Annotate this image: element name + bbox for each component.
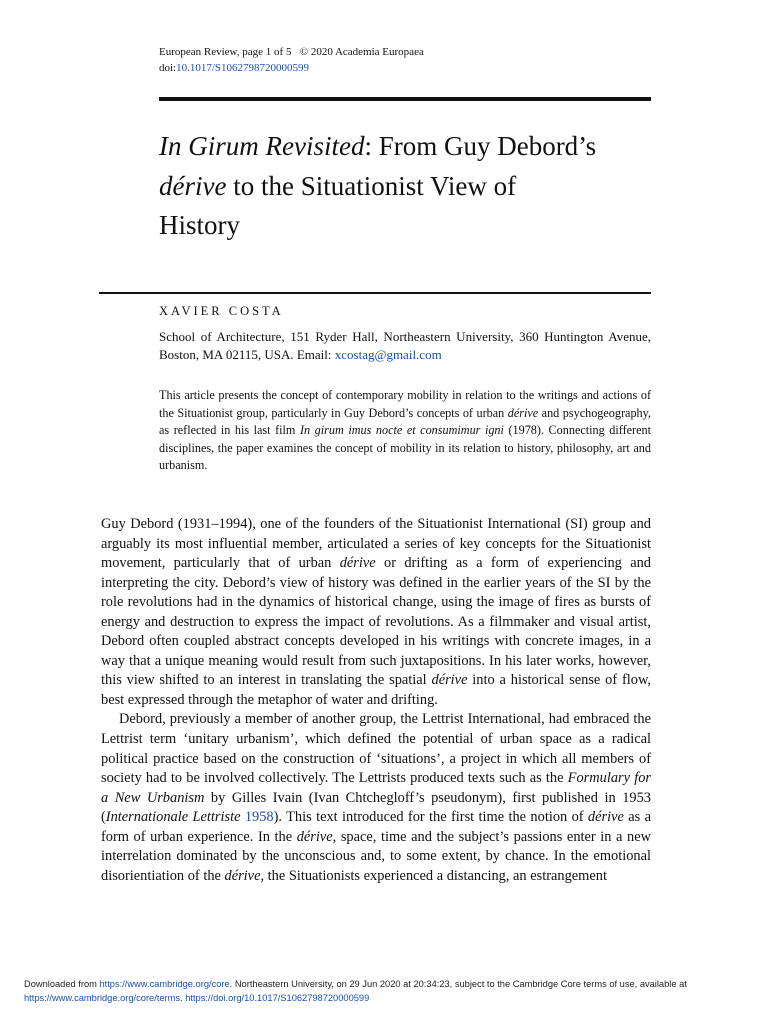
title-derive: dérive <box>159 170 227 201</box>
body-italic: dérive <box>431 672 468 689</box>
footer-link-terms[interactable]: https://www.cambridge.org/core/terms <box>24 993 181 1003</box>
header-rule <box>159 97 651 101</box>
footer-text: . <box>180 993 186 1003</box>
body-italic: dérive <box>587 809 624 826</box>
body-text: into a historical sense of flow, best expressed through the metaphor of water and drifting. <box>101 672 651 708</box>
paragraph-2 <box>101 710 651 886</box>
body-text: , space, time and the subject’s passions enter in a new interrelation dominated by the unconscious and, to some extent, by chance. In the emotional disorientiation of the <box>101 828 651 884</box>
body-italic: dérive <box>224 867 261 884</box>
journal-line <box>159 44 424 60</box>
article-title <box>159 127 659 246</box>
author-email[interactable]: xcostag@gmail.com <box>334 347 442 362</box>
body-text: , the Situationists experienced a distancing, an estrangement <box>260 867 607 884</box>
body-text: by Gilles Ivain (Ivan Chtchegloff’s pseudonym), first published in 1953 ( <box>101 789 651 826</box>
citation-link[interactable]: 1958 <box>244 809 274 826</box>
download-footer <box>24 977 744 1005</box>
abstract-text: (1978). Connecting different disciplines, the paper examines the concept of mobility in its relation to history, philosophy, art and urbanism. <box>159 423 652 473</box>
footer-link-core[interactable]: https://www.cambridge.org/core <box>99 979 230 989</box>
copyright: © 2020 Academia Europaea <box>299 46 424 58</box>
title-rule <box>99 292 651 294</box>
body-text: or drifting as a form of experiencing and interpreting the city. Debord’s view of history was defined in the earlier years of the SI by the role revolutions had in the dynamics of historical change, using the image of fires as bursts of energy and destruction to express the impact of revolutions. As a filmmaker and visual artist, Debord often coupled abstract concepts developed in his writings with concrete images, in a way that a unique meaning would result from such juxtapositions. In his later works, however, this view shifted to an interest in translating the spatial <box>101 555 651 689</box>
journal-name: European Review, page 1 of 5 <box>159 46 292 58</box>
body-text: Guy Debord (1931–1994), one of the founders of the Situationist International (SI) group and arguably its most influential member, articulated a series of key concepts for the Situationist movement, particularly that of urban <box>101 516 651 572</box>
abstract-text: and psychogeography, as reflected in his last film <box>159 405 651 438</box>
affiliation-text: School of Architecture, 151 Ryder Hall, Northeastern University, 360 Huntington Avenue, Boston, MA 02115, USA. Email: <box>159 329 651 362</box>
body-italic: dérive <box>296 828 333 845</box>
abstract-film-title: In girum imus nocte et consumimur igni <box>299 423 504 438</box>
doi-line <box>159 60 424 76</box>
body-italic: Formulary for a New Urbanism <box>101 770 651 806</box>
title-part-1: : From Guy Debord’s <box>364 131 597 161</box>
body-text: as a form of urban experience. In the <box>101 809 651 845</box>
doi-prefix: doi: <box>159 62 177 74</box>
doi-link[interactable]: 10.1017/S1062798720000599 <box>176 62 310 74</box>
body-text: ). This text introduced for the first time the notion of <box>273 809 588 826</box>
title-part-3: History <box>159 210 240 240</box>
abstract-text: This article presents the concept of contemporary mobility in relation to the writings and actions of the Situationist group, particularly in Guy Debord’s concepts of urban <box>159 388 651 420</box>
body-italic: Internationale Lettriste <box>105 809 241 826</box>
abstract-italic: dérive <box>507 405 539 420</box>
title-part-2: to the Situationist View of <box>226 170 517 201</box>
title-italic: In Girum Revisited <box>159 131 365 161</box>
footer-link-doi[interactable]: https://doi.org/10.1017/S1062798720000599 <box>185 993 370 1003</box>
body-italic: dérive <box>339 555 376 572</box>
running-header <box>159 44 424 76</box>
affiliation <box>159 328 651 364</box>
author-name: XAVIER COSTA <box>159 304 284 318</box>
body-text: Debord, previously a member of another group, the Lettrist International, had embraced the Lettrist term ‘unitary urbanism’, which defined the potential of urban space as a radical political practice based on the construction of ‘situations’, a project in which all members of society had to be involved collectively. The Lettrists produced texts such as the <box>101 711 651 787</box>
footer-text: Downloaded from <box>24 979 100 989</box>
paragraph-1 <box>101 515 651 710</box>
footer-text: . Northeastern University, on 29 Jun 2020 at 20:34:23, subject to the Cambridge Core terms of use, available at <box>229 979 687 989</box>
article-body <box>101 515 651 886</box>
abstract <box>159 387 651 475</box>
